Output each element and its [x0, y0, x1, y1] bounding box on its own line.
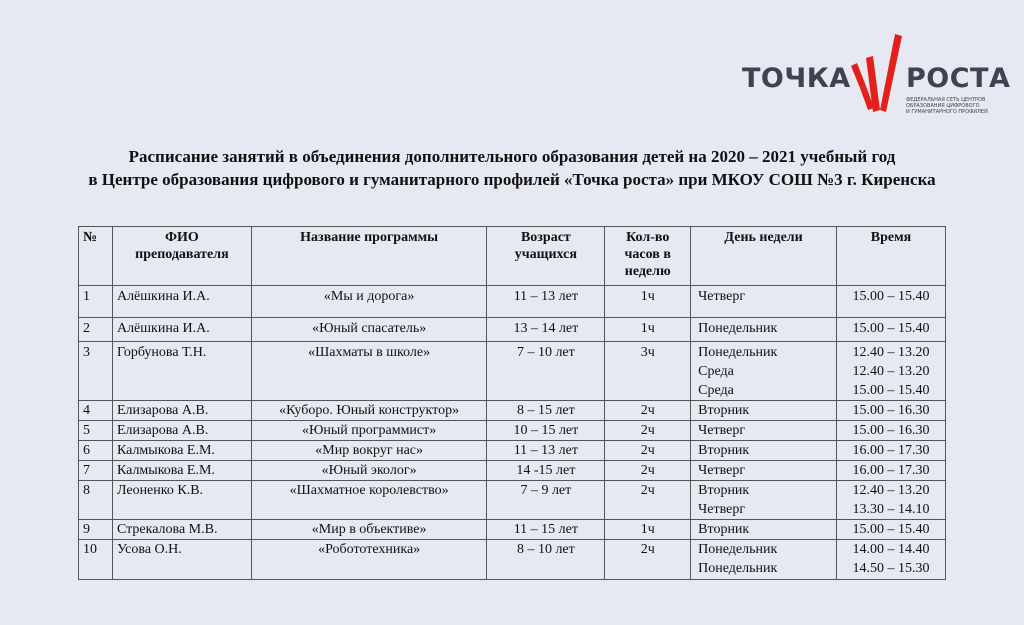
cell-time: 15.00 – 16.30: [837, 401, 946, 421]
header-num: №: [79, 227, 113, 286]
cell-num: 8: [79, 481, 113, 520]
title-line-2: в Центре образования цифрового и гуманитарного профилей «Точка роста» при МКОУ СОШ №3 г. Киренска: [88, 170, 936, 189]
logo-mark-icon: [846, 26, 908, 114]
cell-day: Четверг: [691, 421, 837, 441]
cell-hours: 2ч: [605, 401, 691, 421]
cell-program: «Мы и дорога»: [251, 286, 487, 318]
cell-age: 11 – 15 лет: [487, 520, 605, 540]
header-teacher: ФИО преподавателя: [112, 227, 251, 286]
cell-age: 10 – 15 лет: [487, 421, 605, 441]
cell-hours: 2ч: [605, 540, 691, 580]
cell-day: Понедельник Понедельник: [691, 540, 837, 580]
cell-teacher: Калмыкова Е.М.: [112, 461, 251, 481]
cell-hours: 2ч: [605, 441, 691, 461]
cell-day: Понедельник Среда Среда: [691, 342, 837, 401]
cell-num: 2: [79, 318, 113, 342]
cell-teacher: Елизарова А.В.: [112, 401, 251, 421]
header-age: Возраст учащихся: [487, 227, 605, 286]
cell-day: Четверг: [691, 461, 837, 481]
header-program: Название программы: [251, 227, 487, 286]
cell-program: «Робототехника»: [251, 540, 487, 580]
cell-age: 13 – 14 лет: [487, 318, 605, 342]
table-header-row: [79, 227, 946, 286]
cell-num: 1: [79, 286, 113, 318]
cell-age: 7 – 10 лет: [487, 342, 605, 401]
cell-age: 14 -15 лет: [487, 461, 605, 481]
cell-program: «Шахматы в школе»: [251, 342, 487, 401]
cell-teacher: Калмыкова Е.М.: [112, 441, 251, 461]
cell-age: 7 – 9 лет: [487, 481, 605, 520]
cell-teacher: Елизарова А.В.: [112, 421, 251, 441]
cell-time: 12.40 – 13.20 13.30 – 14.10: [837, 481, 946, 520]
cell-day: Четверг: [691, 286, 837, 318]
cell-hours: 2ч: [605, 421, 691, 441]
cell-time: 16.00 – 17.30: [837, 461, 946, 481]
cell-time: 15.00 – 16.30: [837, 421, 946, 441]
cell-time: 14.00 – 14.40 14.50 – 15.30: [837, 540, 946, 580]
cell-hours: 1ч: [605, 318, 691, 342]
cell-hours: 2ч: [605, 461, 691, 481]
cell-hours: 1ч: [605, 520, 691, 540]
cell-teacher: Алёшкина И.А.: [112, 286, 251, 318]
table-row: [79, 421, 946, 441]
table-row: [79, 342, 946, 401]
logo-tagline: ФЕДЕРАЛЬНАЯ СЕТЬ ЦЕНТРОВ ОБРАЗОВАНИЯ ЦИФРОВОГО И ГУМАНИТАРНОГО ПРОФИЛЕЙ: [906, 97, 988, 115]
cell-teacher: Леоненко К.В.: [112, 481, 251, 520]
table-row: [79, 441, 946, 461]
logo-word-tochka: ТОЧКА: [742, 63, 851, 94]
cell-day: Вторник: [691, 441, 837, 461]
cell-num: 6: [79, 441, 113, 461]
cell-hours: 1ч: [605, 286, 691, 318]
table-row: [79, 286, 946, 318]
cell-program: «Юный эколог»: [251, 461, 487, 481]
table-row: [79, 461, 946, 481]
cell-num: 4: [79, 401, 113, 421]
cell-num: 7: [79, 461, 113, 481]
cell-program: «Шахматное королевство»: [251, 481, 487, 520]
cell-program: «Мир вокруг нас»: [251, 441, 487, 461]
cell-time: 15.00 – 15.40: [837, 286, 946, 318]
cell-num: 9: [79, 520, 113, 540]
table-row: [79, 318, 946, 342]
cell-hours: 3ч: [605, 342, 691, 401]
cell-time: 15.00 – 15.40: [837, 520, 946, 540]
cell-program: «Юный спасатель»: [251, 318, 487, 342]
cell-age: 11 – 13 лет: [487, 441, 605, 461]
cell-program: «Куборо. Юный конструктор»: [251, 401, 487, 421]
table-row: [79, 401, 946, 421]
schedule-table: [78, 226, 946, 580]
cell-program: «Юный программист»: [251, 421, 487, 441]
cell-teacher: Усова О.Н.: [112, 540, 251, 580]
cell-day: Вторник: [691, 401, 837, 421]
cell-day: Понедельник: [691, 318, 837, 342]
cell-teacher: Горбунова Т.Н.: [112, 342, 251, 401]
header-day: День недели: [691, 227, 837, 286]
cell-num: 10: [79, 540, 113, 580]
cell-time: 16.00 – 17.30: [837, 441, 946, 461]
table-row: [79, 481, 946, 520]
page-title: [0, 145, 1024, 191]
table-row: [79, 520, 946, 540]
header-hours: Кол-во часов в неделю: [605, 227, 691, 286]
tochka-rosta-logo: [738, 26, 1010, 124]
cell-time: 12.40 – 13.20 12.40 – 13.20 15.00 – 15.40: [837, 342, 946, 401]
cell-teacher: Алёшкина И.А.: [112, 318, 251, 342]
logo-word-rosta: РОСТА: [906, 63, 1011, 94]
title-line-1: Расписание занятий в объединения дополнительного образования детей на 2020 – 2021 учебный год: [128, 147, 896, 166]
cell-age: 8 – 10 лет: [487, 540, 605, 580]
table-row: [79, 540, 946, 580]
cell-age: 11 – 13 лет: [487, 286, 605, 318]
header-time: Время: [837, 227, 946, 286]
cell-num: 3: [79, 342, 113, 401]
cell-day: Вторник: [691, 520, 837, 540]
cell-program: «Мир в объективе»: [251, 520, 487, 540]
cell-time: 15.00 – 15.40: [837, 318, 946, 342]
cell-hours: 2ч: [605, 481, 691, 520]
cell-teacher: Стрекалова М.В.: [112, 520, 251, 540]
cell-num: 5: [79, 421, 113, 441]
cell-age: 8 – 15 лет: [487, 401, 605, 421]
cell-day: Вторник Четверг: [691, 481, 837, 520]
